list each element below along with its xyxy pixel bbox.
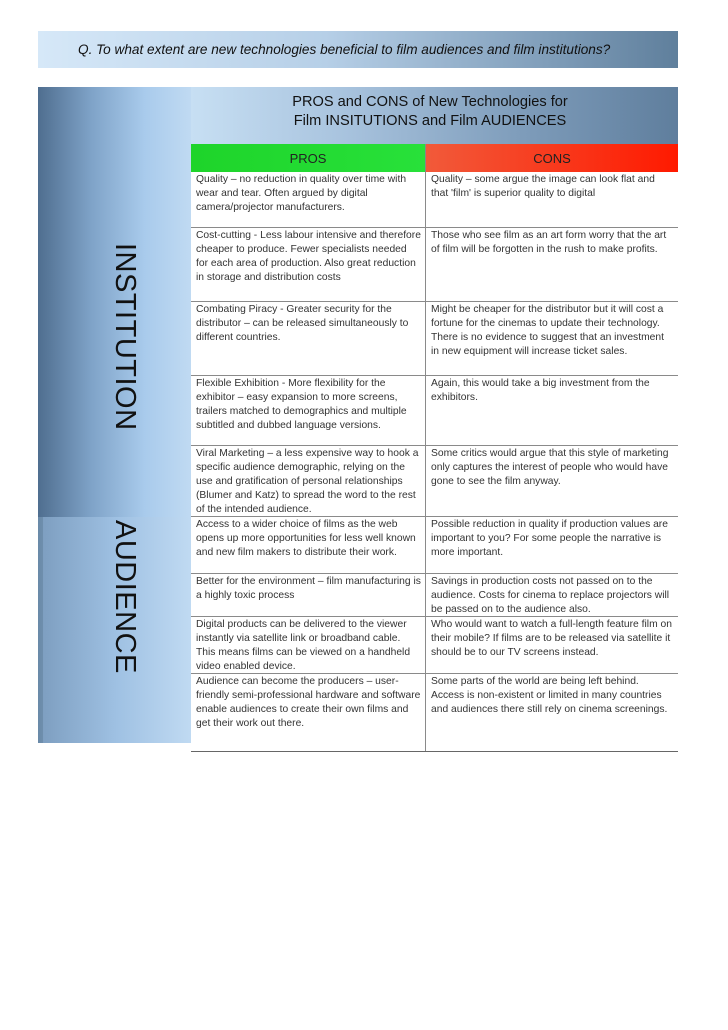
table-row xyxy=(191,376,678,446)
table-row xyxy=(191,302,678,376)
pro-cell: Access to a wider choice of films as the web opens up more opportunities for less well known and new film makers to distribute their work. xyxy=(196,519,416,558)
con-cell: Some critics would argue that this style of marketing only captures the interest of people who would have gone to see the film anyway. xyxy=(425,446,678,516)
question-banner xyxy=(38,31,678,68)
con-cell: Possible reduction in quality if production values are important to you? For some people the narrative is more important. xyxy=(425,517,678,573)
pro-cell: Digital products can be delivered to the viewer instantly via satellite link or broadband cable. This means films can be viewed on a handheld video enabled device. xyxy=(196,619,411,672)
pros-header: PROS xyxy=(191,144,425,172)
con-cell: Those who see film as an art form worry that the art of film will be forgotten in the rush to make profits. xyxy=(425,228,678,301)
table-header-row xyxy=(191,144,678,172)
panel-title xyxy=(230,93,630,131)
con-cell: Savings in production costs not passed on to the audience. Costs for cinema to replace projectors will be passed on to the audience also. xyxy=(425,574,678,616)
panel-title-line-1: PROS and CONS of New Technologies for xyxy=(292,94,568,110)
pro-cell: Cost-cutting - Less labour intensive and therefore cheaper to produce. Fewer specialists needed for each area of production. Also great reduction in storage and distribution costs xyxy=(196,230,421,283)
table-row xyxy=(191,674,678,751)
pro-cell: Flexible Exhibition - More flexibility for the exhibitor – easy expansion to more screens, trailers matched to demographics and multiple subtitled and dubbed language versions. xyxy=(196,378,407,431)
cons-header: CONS xyxy=(425,144,678,172)
table-row xyxy=(191,574,678,617)
pro-cell: Better for the environment – film manufacturing is a highly toxic process xyxy=(196,576,421,601)
con-cell: Again, this would take a big investment from the exhibitors. xyxy=(425,376,678,445)
pro-cell: Viral Marketing – a less expensive way to hook a specific audience demographic, relying on the use and gratification of personal relationships (Blumer and Katz) to spread the word to the rest of the intended audience. xyxy=(196,448,419,515)
con-cell: Who would want to watch a full-length feature film on their mobile? If films are to be released via satellite it should be to our TV screens instead. xyxy=(425,617,678,673)
pro-cell: Audience can become the producers – user-friendly semi-professional hardware and software enable audiences to create their own films and get their work out there. xyxy=(196,676,421,729)
question-text: Q. To what extent are new technologies beneficial to film audiences and film institutions? xyxy=(78,42,611,57)
con-cell: Quality – some argue the image can look flat and that 'film' is superior quality to digital xyxy=(425,172,678,227)
pro-cell: Quality – no reduction in quality over time with wear and tear. Often argued by digital camera/projector manufacturers. xyxy=(196,174,407,213)
pros-cons-table xyxy=(191,144,678,752)
panel-title-line-2: Film INSITUTIONS and Film AUDIENCES xyxy=(293,113,567,129)
table-row xyxy=(191,172,678,228)
table-row xyxy=(191,228,678,302)
table-row xyxy=(191,617,678,674)
con-cell: Some parts of the world are being left behind. Access is non-existent or limited in many countries and audiences there still rely on cinema screenings. xyxy=(425,674,678,751)
table-row xyxy=(191,446,678,517)
audience-label: AUDIENCE xyxy=(109,520,141,674)
institution-label: INSTITUTION xyxy=(109,243,141,431)
table-row xyxy=(191,517,678,574)
con-cell: Might be cheaper for the distributor but it will cost a fortune for the cinemas to update their technology. There is no evidence to suggest that an investment in new equipment will increase ticket sales. xyxy=(425,302,678,375)
pro-cell: Combating Piracy - Greater security for the distributor – can be released simultaneously to different countries. xyxy=(196,304,409,343)
